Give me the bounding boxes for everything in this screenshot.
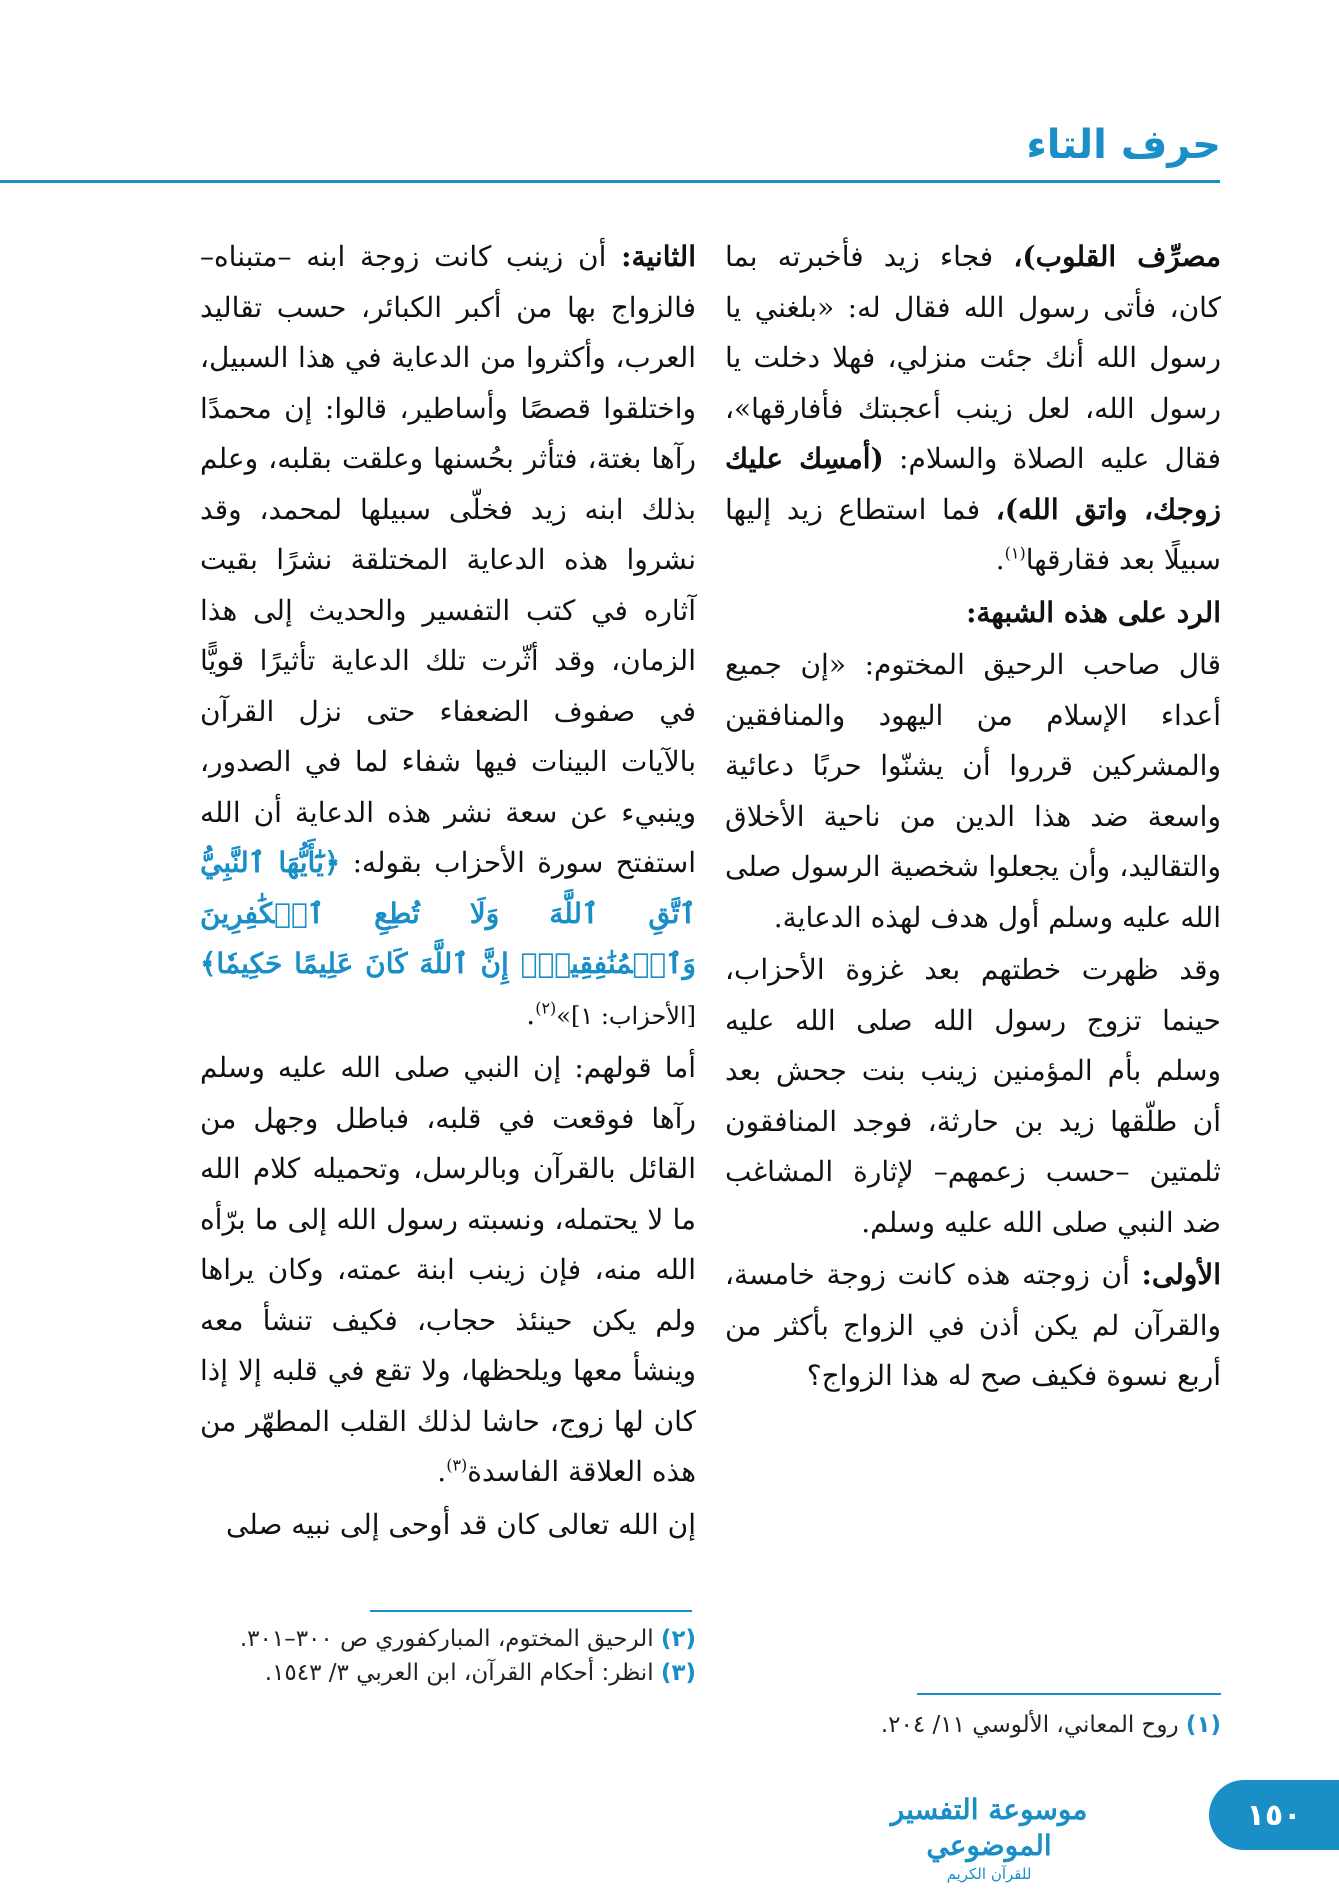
footnote-number: (٢) bbox=[660, 1626, 696, 1652]
paragraph bbox=[200, 1500, 696, 1551]
paragraph bbox=[725, 232, 1221, 586]
paragraph bbox=[200, 1043, 696, 1498]
punctuation: . bbox=[526, 997, 536, 1031]
footnotes-right bbox=[725, 1708, 1221, 1742]
bold-phrase: الأولى: bbox=[1141, 1258, 1221, 1291]
bold-phrase: الثانية: bbox=[621, 240, 696, 273]
footnotes-left bbox=[200, 1622, 696, 1690]
heading-text: الرد على هذه الشبهة: bbox=[966, 595, 1221, 629]
chapter-title: حرف التاء bbox=[1026, 122, 1221, 168]
footnote bbox=[200, 1656, 696, 1690]
paragraph bbox=[725, 1250, 1221, 1402]
logo-title: موسوعة التفسير الموضوعي bbox=[890, 1793, 1088, 1862]
footnote-text: الرحيق المختوم، المباركفوري ص ٣٠٠–٣٠١. bbox=[239, 1626, 654, 1652]
paragraph-text: فما استطاع زيد إليها سبيلًا بعد فقارقها bbox=[725, 492, 1221, 576]
right-column bbox=[725, 232, 1221, 1404]
footnote-number: (٣) bbox=[660, 1660, 696, 1686]
footnote bbox=[725, 1708, 1221, 1742]
verse-reference: [الأحزاب: ١]» bbox=[556, 1001, 696, 1030]
paragraph bbox=[200, 232, 696, 1041]
paragraph-text: أن زينب كانت زوجة ابنه –متبناه– فالزواج بها من أكبر الكبائر، حسب تقاليد العرب، وأكثروا من الدعاية في هذا السبيل، واختلقوا قصصًا وأساطير، قالوا: إن محمدًا رآها بغتة، فتأثر بحُسنها وعلقت بقلبه، وعلم بذلك ابنه زيد فخلّى سبيلها لمحمد، وقد نشروا هذه الدعاية المختلقة نشرًا بقيت آثاره في كتب التفسير والحديث إلى هذا الزمان، وقد أثّرت تلك الدعاية تأثيرًا قويًّا في صفوف الضعفاء حتى نزل القرآن بالآيات البينات فيها شفاء لما في الصدور، وينبيء عن سعة نشر هذه الدعاية أن الله استفتح سورة الأحزاب بقوله: bbox=[200, 240, 696, 879]
footnote-divider bbox=[917, 1693, 1221, 1695]
footnote bbox=[200, 1622, 696, 1656]
logo-subtitle: للقرآن الكريم bbox=[946, 1865, 1032, 1883]
paragraph bbox=[725, 945, 1221, 1248]
page-number: ١٥٠ bbox=[1246, 1797, 1302, 1833]
paragraph bbox=[725, 640, 1221, 943]
footnote-divider bbox=[370, 1610, 692, 1612]
punctuation: . bbox=[995, 543, 1005, 576]
paragraph-text: أما قولهم: إن النبي صلى الله عليه وسلم رآها فوقعت في قلبه، فباطل وجهل من القائل بالقرآن وبالرسل، وتحميله كلام الله ما لا يحتمله، ونسبته رسول الله إلى ما برّأه الله منه، فإن زينب ابنة عمته، وكان يراها ولم يكن حينئذ حجاب، فكيف تنشأ معه وينشأ معها ويلحظها، ولا تقع في قلبه إلا إذا كان لها زوج، حاشا لذلك القلب المطهّر من هذه العلاقة الفاسدة bbox=[200, 1051, 696, 1488]
bold-phrase: (أمسِك عليك زوجك، واتق الله)، bbox=[725, 442, 1221, 526]
paragraph-text: إن الله تعالى كان قد أوحى إلى نبيه صلى bbox=[225, 1507, 696, 1541]
footnote-marker[interactable]: (٣) bbox=[446, 1455, 468, 1475]
page-number-badge bbox=[1209, 1780, 1339, 1850]
paragraph-text: قال صاحب الرحيق المختوم: «إن جميع أعداء الإسلام من اليهود والمنافقين والمشركين قرروا أن يشنّوا حربًا دعائية واسعة ضد هذا الدين من ناحية الأخلاق والتقاليد، وأن يجعلوا شخصية الرسول صلى الله عليه وسلم أول هدف لهذه الدعاية. bbox=[725, 648, 1221, 934]
paragraph-text: أن زوجته هذه كانت زوجة خامسة، والقرآن لم يكن أذن في الزواج بأكثر من أربع نسوة فكيف صح له هذا الزواج؟ bbox=[725, 1258, 1221, 1392]
header-divider bbox=[0, 180, 1220, 183]
left-column bbox=[200, 232, 696, 1552]
footnote-marker[interactable]: (٢) bbox=[535, 998, 557, 1018]
quran-verse: ﴿يَٰٓأَيُّهَا ٱلنَّبِيُّ ٱتَّقِ ٱللَّهَ وَلَا تُطِعِ ٱلۡكَٰفِرِينَ وَٱلۡمُنَٰفِقِينَۚ إِنَّ ٱللَّهَ كَانَ عَلِيمًا حَكِيمٗا﴾ bbox=[200, 846, 696, 980]
paragraph-text: وقد ظهرت خطتهم بعد غزوة الأحزاب، حينما تزوج رسول الله صلى الله عليه وسلم بأم المؤمنين زينب بنت جحش بعد أن طلّقها زيد بن حارثة، فوجد المنافقون ثلمتين –حسب زعمهم– لإثارة المشاغب ضد النبي صلى الله عليه وسلم. bbox=[725, 953, 1221, 1239]
bold-phrase: مصرِّف القلوب)، bbox=[1013, 240, 1221, 273]
punctuation: . bbox=[437, 1455, 447, 1488]
footnote-marker[interactable]: (١) bbox=[1004, 543, 1026, 563]
footnote-number: (١) bbox=[1185, 1712, 1221, 1738]
paragraph-text: فجاء زيد فأخبرته بما كان، فأتى رسول الله فقال له: «بلغني يا رسول الله أنك جئت منزلي، فهلا دخلت يا رسول الله، لعل زينب أعجبتك فأفارقها»، فقال عليه الصلاة والسلام: bbox=[725, 240, 1221, 475]
footnote-text: روح المعاني، الألوسي ١١/ ٢٠٤. bbox=[880, 1712, 1179, 1738]
section-heading bbox=[725, 588, 1221, 639]
footnote-text: انظر: أحكام القرآن، ابن العربي ٣/ ١٥٤٣. bbox=[264, 1660, 654, 1686]
encyclopedia-logo bbox=[839, 1792, 1139, 1883]
